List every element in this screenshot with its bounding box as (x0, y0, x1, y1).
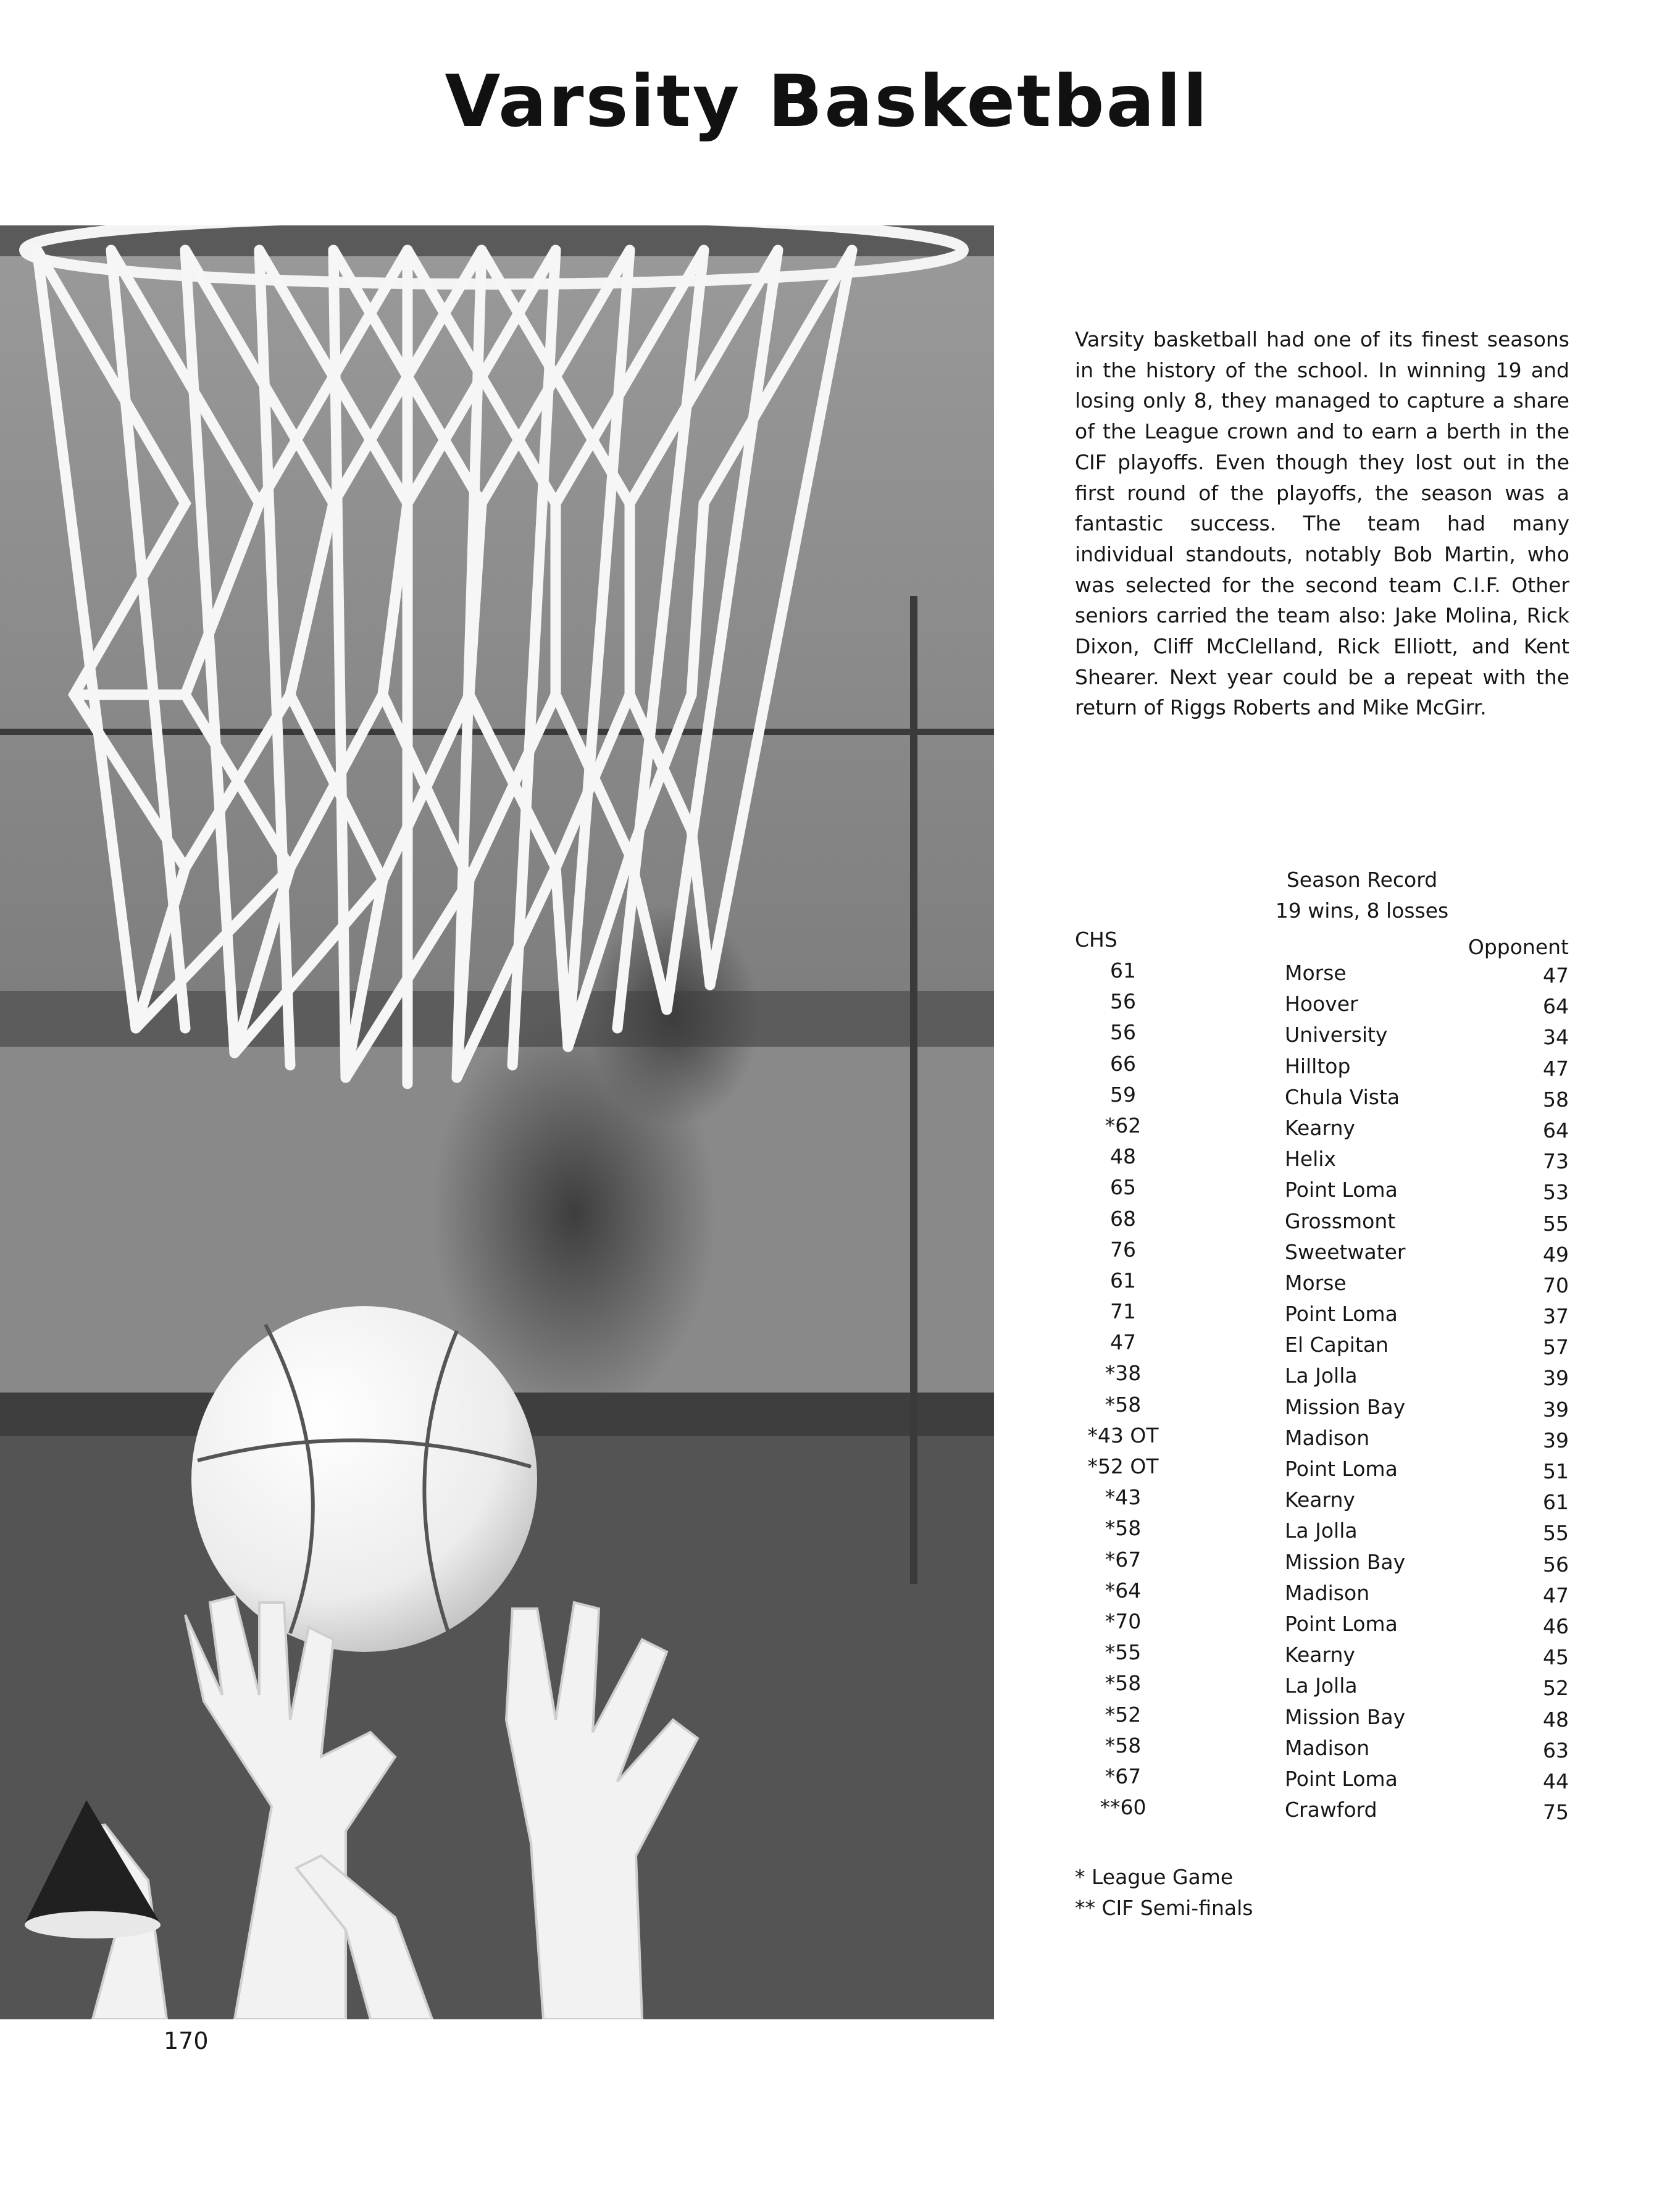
game-row (1075, 1548, 1569, 1578)
opponent-score: 63 (1543, 1738, 1569, 1762)
opponent-score: 46 (1543, 1614, 1569, 1638)
game-row (1075, 1083, 1569, 1113)
game-row (1075, 1733, 1569, 1764)
chs-score: 61 (1110, 958, 1136, 982)
chs-score: **60 (1100, 1795, 1147, 1820)
opponent-name: Crawford (1285, 1798, 1377, 1822)
chs-score: *58 (1105, 1392, 1142, 1417)
opponent-name: Morse (1285, 1270, 1347, 1295)
chs-score: 65 (1110, 1175, 1136, 1200)
opponent-name: Mission Bay (1285, 1549, 1406, 1574)
chs-score: *52 OT (1087, 1454, 1159, 1478)
opponent-name: El Capitan (1285, 1333, 1389, 1357)
game-row (1075, 1609, 1569, 1640)
chs-score: *52 (1105, 1702, 1142, 1727)
game-row (1075, 1144, 1569, 1175)
chs-score: 71 (1110, 1299, 1136, 1324)
game-row (1075, 1299, 1569, 1330)
game-row (1075, 1640, 1569, 1671)
opponent-name: Point Loma (1285, 1302, 1398, 1326)
page-number: 170 (164, 2027, 209, 2055)
opponent-score: 39 (1543, 1428, 1569, 1452)
legend-cif-semifinals: ** CIF Semi-finals (1075, 1896, 1253, 1920)
game-row (1075, 1207, 1569, 1238)
opponent-score: 47 (1543, 963, 1569, 987)
chs-score: 59 (1110, 1082, 1136, 1107)
opponent-name: Sweetwater (1285, 1239, 1406, 1264)
game-row (1075, 1330, 1569, 1361)
opponent-name: La Jolla (1285, 1674, 1358, 1698)
opponent-score: 64 (1543, 1118, 1569, 1142)
game-row (1075, 1268, 1569, 1299)
game-row (1075, 1671, 1569, 1702)
opponent-name: Point Loma (1285, 1611, 1398, 1636)
chs-score: *67 (1105, 1764, 1142, 1788)
chs-score: *62 (1105, 1113, 1142, 1137)
opponent-score: 55 (1543, 1521, 1569, 1546)
opponent-name: Kearny (1285, 1115, 1355, 1140)
opponent-score: 55 (1543, 1211, 1569, 1236)
chs-score: *38 (1105, 1361, 1142, 1386)
chs-column-header: CHS (1075, 928, 1117, 952)
opponent-score: 47 (1543, 1583, 1569, 1607)
opponent-score: 45 (1543, 1645, 1569, 1670)
opponent-score: 48 (1543, 1707, 1569, 1732)
game-row (1075, 1764, 1569, 1795)
chs-score: 47 (1110, 1330, 1136, 1355)
game-row (1075, 1454, 1569, 1485)
opponent-name: Mission Bay (1285, 1704, 1406, 1729)
game-row (1075, 1238, 1569, 1268)
chs-score: 66 (1110, 1051, 1136, 1076)
chs-score: *67 (1105, 1547, 1142, 1572)
opponent-name: Point Loma (1285, 1457, 1398, 1481)
opponent-name: Kearny (1285, 1643, 1355, 1667)
opponent-name: Chula Vista (1285, 1084, 1400, 1109)
opponent-name: Mission Bay (1285, 1394, 1406, 1419)
intro-paragraph: Varsity basketball had one of its finest seasons in the history of the school. In winning 19 and losing only 8, they managed to capture a share of the League crown and to earn a berth in the CIF playoffs. Even though they lost out in the first round of the playoffs, the season was a fantastic success. The team had many individual standouts, notably Bob Martin, who was selected for the second team C.I.F. Other seniors carried the team also: Jake Molina, Rick Dixon, Cliff McClelland, Rick Elliott, and Kent Shearer. Next year could be a repeat with the return of Riggs Roberts and Mike McGirr. (1075, 327, 1569, 720)
opponent-name: Grossmont (1285, 1209, 1396, 1233)
opponent-name: Morse (1285, 961, 1347, 985)
page-title: Varsity Basketball (445, 60, 1209, 143)
opponent-score: 57 (1543, 1335, 1569, 1360)
opponent-score: 53 (1543, 1180, 1569, 1205)
opponent-name: La Jolla (1285, 1519, 1358, 1543)
game-row (1075, 1393, 1569, 1423)
opponent-score: 58 (1543, 1087, 1569, 1112)
game-row (1075, 1052, 1569, 1083)
opponent-name: Madison (1285, 1735, 1370, 1760)
chs-score: *64 (1105, 1578, 1142, 1602)
game-row (1075, 1703, 1569, 1733)
game-row (1075, 989, 1569, 1020)
opponent-name: La Jolla (1285, 1364, 1358, 1388)
opponent-name: Madison (1285, 1580, 1370, 1605)
chs-score: 68 (1110, 1206, 1136, 1231)
opponent-score: 61 (1543, 1490, 1569, 1515)
opponent-score: 52 (1543, 1676, 1569, 1701)
game-row (1075, 1485, 1569, 1516)
opponent-name: Point Loma (1285, 1178, 1398, 1202)
opponent-score: 70 (1543, 1273, 1569, 1297)
opponent-name: Madison (1285, 1425, 1370, 1450)
opponent-name: Kearny (1285, 1488, 1355, 1512)
opponent-column-header: Opponent (1468, 935, 1569, 959)
legend (1075, 1862, 1253, 1924)
game-row (1075, 958, 1569, 989)
game-row (1075, 1020, 1569, 1051)
chs-score: *43 (1105, 1485, 1142, 1510)
game-row (1075, 1113, 1569, 1144)
chs-score: *70 (1105, 1609, 1142, 1633)
season-record (1075, 865, 1569, 1826)
opponent-score: 34 (1543, 1025, 1569, 1050)
chs-score: 61 (1110, 1268, 1136, 1292)
game-row (1075, 1423, 1569, 1454)
chs-score: *58 (1105, 1516, 1142, 1541)
opponent-name: University (1285, 1023, 1388, 1047)
opponent-score: 73 (1543, 1149, 1569, 1174)
chs-score: *58 (1105, 1733, 1142, 1757)
opponent-score: 44 (1543, 1769, 1569, 1793)
opponent-score: 64 (1543, 994, 1569, 1019)
chs-score: 56 (1110, 989, 1136, 1014)
season-record-title: Season Record (1286, 868, 1438, 892)
legend-league-game: * League Game (1075, 1865, 1234, 1889)
opponent-score: 37 (1543, 1304, 1569, 1329)
opponent-score: 49 (1543, 1242, 1569, 1267)
games-list (1075, 958, 1569, 1826)
opponent-score: 39 (1543, 1397, 1569, 1422)
game-row (1075, 1361, 1569, 1392)
opponent-score: 39 (1543, 1366, 1569, 1391)
game-row (1075, 1795, 1569, 1826)
opponent-name: Helix (1285, 1147, 1336, 1171)
game-row (1075, 1578, 1569, 1609)
chs-score: *58 (1105, 1671, 1142, 1696)
basketball-hoop-photo (0, 225, 994, 2019)
chs-score: *43 OT (1087, 1423, 1159, 1447)
opponent-score: 56 (1543, 1552, 1569, 1577)
chs-score: 76 (1110, 1237, 1136, 1262)
opponent-score: 51 (1543, 1459, 1569, 1483)
opponent-name: Point Loma (1285, 1766, 1398, 1791)
chs-score: 56 (1110, 1020, 1136, 1045)
opponent-score: 47 (1543, 1056, 1569, 1081)
season-record-summary: 19 wins, 8 losses (1275, 899, 1449, 923)
opponent-name: Hilltop (1285, 1054, 1351, 1078)
opponent-name: Hoover (1285, 992, 1358, 1016)
opponent-score: 75 (1543, 1800, 1569, 1825)
chs-score: *55 (1105, 1640, 1142, 1665)
game-row (1075, 1175, 1569, 1206)
game-row (1075, 1516, 1569, 1547)
season-record-header (1075, 928, 1569, 958)
chs-score: 48 (1110, 1144, 1136, 1169)
